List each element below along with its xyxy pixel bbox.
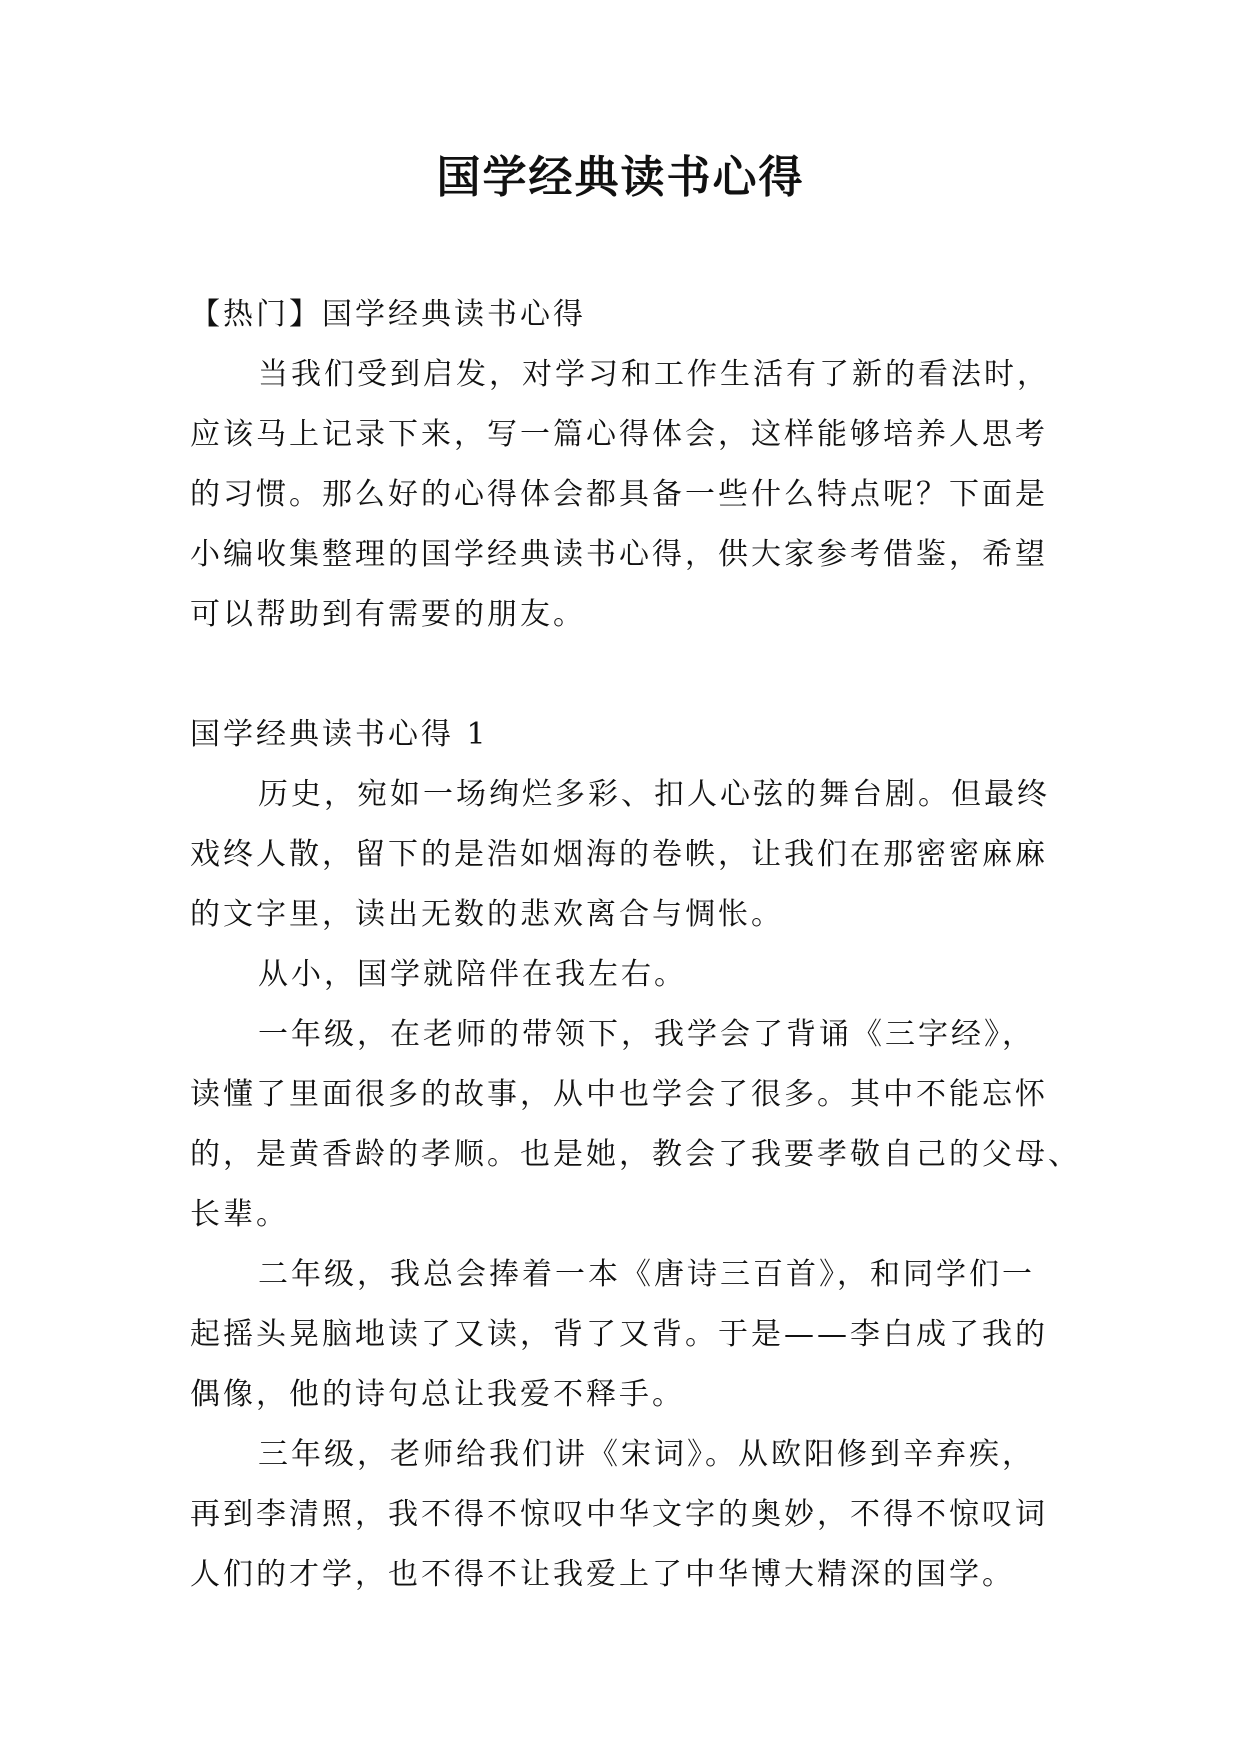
paragraph: [190, 1425, 1070, 1605]
text-line: 读懂了里面很多的故事，从中也学会了很多。其中不能忘怀: [190, 1077, 1048, 1112]
text-line: 起摇头晃脑地读了又读，背了又背。于是——李白成了我的: [190, 1317, 1048, 1352]
section-heading: 国学经典读书心得 1: [190, 717, 489, 752]
text-line: 再到李清照，我不得不惊叹中华文字的奥妙，不得不惊叹词: [190, 1497, 1048, 1532]
text-line: 的习惯。那么好的心得体会都具备一些什么特点呢？下面是: [190, 477, 1048, 512]
intro-heading: 【热门】国学经典读书心得: [190, 297, 586, 332]
paragraph-gap: [190, 645, 1070, 705]
text-line: 历史，宛如一场绚烂多彩、扣人心弦的舞台剧。但最终: [258, 777, 1050, 812]
paragraph: [190, 945, 1070, 1005]
text-line: 小编收集整理的国学经典读书心得，供大家参考借鉴，希望: [190, 537, 1048, 572]
text-line: 人们的才学，也不得不让我爱上了中华博大精深的国学。: [190, 1557, 1015, 1592]
text-line: 的文字里，读出无数的悲欢离合与惆怅。: [190, 897, 784, 932]
text-line: 当我们受到启发，对学习和工作生活有了新的看法时，: [258, 357, 1050, 392]
intro-paragraph: [190, 345, 1070, 645]
paragraph: [190, 1005, 1081, 1245]
text-line: 从小，国学就陪伴在我左右。: [258, 957, 687, 992]
text-line: 应该马上记录下来，写一篇心得体会，这样能够培养人思考: [190, 417, 1048, 452]
document-title: 国学经典读书心得: [436, 152, 805, 203]
text-line: 的，是黄香龄的孝顺。也是她，教会了我要孝敬自己的父母、: [190, 1137, 1081, 1172]
text-line: 三年级，老师给我们讲《宋词》。从欧阳修到辛弃疾，: [258, 1437, 1035, 1472]
text-line: 二年级，我总会捧着一本《唐诗三百首》，和同学们一: [258, 1257, 1035, 1292]
text-line: 偶像，他的诗句总让我爱不释手。: [190, 1377, 685, 1412]
text-line: 一年级，在老师的带领下，我学会了背诵《三字经》，: [258, 1017, 1035, 1052]
text-line: 可以帮助到有需要的朋友。: [190, 597, 586, 632]
text-line: 戏终人散，留下的是浩如烟海的卷帙，让我们在那密密麻麻: [190, 837, 1048, 872]
paragraph: [190, 765, 1070, 945]
document-body: [190, 285, 1081, 1605]
text-line: 长辈。: [190, 1197, 289, 1232]
paragraph: [190, 1245, 1070, 1425]
